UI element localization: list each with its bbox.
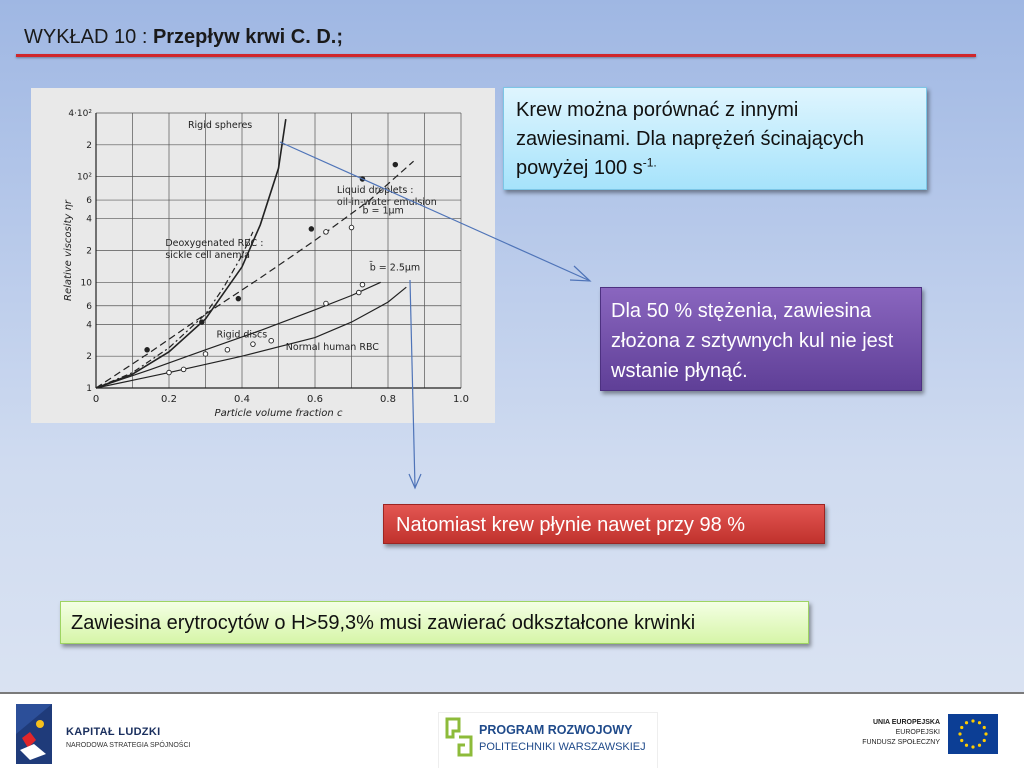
eu-fund-logo <box>840 704 1024 766</box>
eu-star <box>983 726 986 729</box>
eu-star <box>984 732 987 735</box>
eu-star <box>978 744 981 747</box>
y-tick-label: 6 <box>86 196 92 207</box>
eu-star <box>978 721 981 724</box>
y-tick-label: 4 <box>86 214 92 225</box>
chart-annotation: Liquid droplets : <box>336 184 414 196</box>
eu-line2: EUROPEJSKI <box>895 729 940 736</box>
eu-star <box>971 719 974 722</box>
eu-star <box>958 732 961 735</box>
eu-star <box>965 721 968 724</box>
chart-annotation: b̄ = 1μm <box>362 205 404 217</box>
title-main: Przepływ krwi C. D.; <box>152 26 343 48</box>
y-tick-label: 10 <box>80 278 92 289</box>
x-tick-label: 0.8 <box>380 394 396 405</box>
y-axis-label: Relative viscosity ηr <box>63 200 74 301</box>
chart-annotation: Rigid discs <box>216 329 268 341</box>
title-prefix: WYKŁAD 10 : <box>24 26 153 48</box>
program-rozwojowy-line2: POLITECHNIKI WARSZAWSKIEJ <box>479 741 646 753</box>
callout-erythrocyte-suspension-text: Zawiesina erytrocytów o H>59,3% musi zawierać odkształcone krwinki <box>71 612 696 634</box>
eu-star <box>960 739 963 742</box>
x-tick-label: 1.0 <box>453 394 469 405</box>
callout-blood-flows-text: Natomiast krew płynie nawet przy 98 % <box>396 514 746 536</box>
eu-star <box>965 744 968 747</box>
footer <box>0 694 1024 768</box>
x-tick-label: 0.6 <box>307 394 323 405</box>
kapital-ludzki-logo <box>16 704 192 764</box>
arrow-to-red-callout <box>410 280 415 487</box>
y-tick-label: 4 <box>86 320 92 331</box>
y-tick-label: 2 <box>86 352 92 363</box>
chart-annotation: b̄ = 2.5μm <box>369 262 421 274</box>
kapital-ludzki-title: KAPITAŁ LUDZKI <box>66 726 161 738</box>
chart-annotation: Normal human RBC <box>285 341 379 353</box>
y-tick-label: 2 <box>86 246 92 257</box>
x-tick-label: 0.4 <box>234 394 250 405</box>
chart-annotation: Rigid spheres <box>187 119 253 131</box>
callout-blood-comparison-text: Krew można porównać z innymi zawiesinami. Dla naprężeń ścinających powyżej 100 s <box>516 99 864 179</box>
callout-blood-comparison-sup: -1. <box>642 155 657 170</box>
chart-annotation-line2: sickle cell anemia <box>165 250 250 262</box>
y-tick-label: 2 <box>86 140 92 151</box>
callout-rigid-spheres-text: Dla 50 % stężenia, zawiesina złożona z sztywnych kul nie jest wstanie płynąć. <box>611 300 894 382</box>
kapital-ludzki-emblem-icon <box>16 704 52 764</box>
y-tick-label: 1 <box>86 384 92 394</box>
program-rozwojowy-emblem-icon <box>445 717 473 757</box>
eu-line3: FUNDUSZ SPOŁECZNY <box>862 739 940 746</box>
x-axis-label: Particle volume fraction c <box>214 408 343 419</box>
eu-flag-icon <box>948 714 998 754</box>
program-rozwojowy-line1: PROGRAM ROZWOJOWY <box>479 723 633 737</box>
eu-star <box>960 726 963 729</box>
kapital-ludzki-subtitle: NARODOWA STRATEGIA SPÓJNOŚCI <box>66 742 191 749</box>
program-rozwojowy-logo <box>438 712 658 768</box>
y-tick-label: 10² <box>76 172 92 183</box>
x-tick-label: 0.2 <box>161 394 177 405</box>
x-tick-label: 0 <box>92 394 100 405</box>
chart-annotation-line2: oil-in-water emulsion <box>336 196 437 208</box>
eu-line1: UNIA EUROPEJSKA <box>872 719 940 726</box>
chart-annotation: Deoxygenated RBC : <box>165 238 264 250</box>
y-tick-label: 6 <box>86 301 92 312</box>
arrow-to-purple-callout <box>280 142 588 280</box>
eu-fund-text <box>862 718 940 748</box>
y-tick-label: 4·10² <box>68 109 92 119</box>
eu-star <box>983 739 986 742</box>
eu-star <box>971 745 974 748</box>
